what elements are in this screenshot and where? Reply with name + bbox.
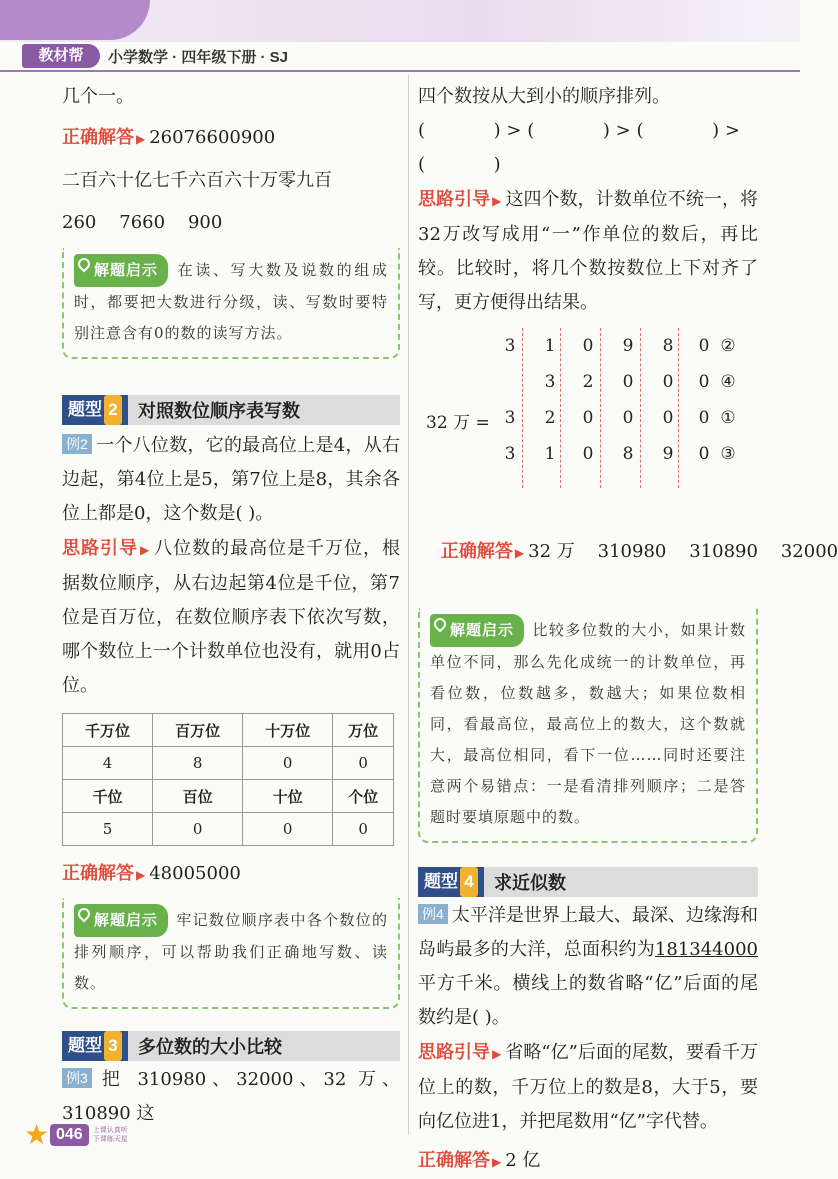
table-header: 个位 [333,780,394,813]
tip-label [430,614,524,647]
type-label-text: 题型 [68,400,102,419]
arrow-icon: ▶ [139,543,151,557]
digit-cell: 8 [622,444,634,464]
type-title: 多位数的大小比较 [138,1037,282,1057]
answer-value: 48005000 [149,863,241,884]
digit-cell: 2 [544,408,556,428]
digit-cell: 0 [582,336,594,356]
type-heading-3 [62,1031,400,1061]
digit-cell: 3 [504,408,516,428]
hint-label: 思路引导 [418,189,491,209]
hint-text: 省略“亿”后面的尾数，要看千万位上的数，千万位上的数是8，大于5，要向亿位进1，并把尾数用“亿”字代替。 [418,1042,758,1132]
table-header: 十位 [243,780,333,813]
answer-3 [418,500,838,604]
type-title: 对照数位顺序表写数 [138,401,300,421]
place-value-table [62,713,394,846]
left-column [62,80,400,1131]
digit-cell: 8 [662,336,674,356]
tip-text [430,614,746,833]
top-corner-decoration [0,0,150,40]
example-2 [62,429,400,531]
table-cell: 4 [63,747,153,780]
digit-cell: 0 [582,408,594,428]
page-number: 046 [50,1124,89,1146]
type-number: 3 [104,1031,122,1061]
order-blank-last: ( ) [418,154,501,175]
tip-label-text: 解题启示 [450,622,515,639]
order-blanks: ( ) > ( ) > ( ) > [418,120,740,141]
column-separator [522,328,523,488]
answer-groups: 260 7660 900 [62,212,223,233]
digit-cell: 0 [582,444,594,464]
rank-marker: ② [720,336,736,356]
arrow-icon: ▶ [514,546,525,560]
type-label [62,395,128,425]
type-label-text: 题型 [424,872,458,891]
answer-reading: 二百六十亿七千六百六十万零九百 [62,170,332,191]
tip-label-text: 解题启示 [94,912,159,929]
digit-cell: 9 [622,336,634,356]
table-cell: 0 [243,747,333,780]
digit-cell: 1 [544,336,556,356]
rank-marker: ④ [720,372,736,392]
tip-text [74,904,388,999]
arrow-icon: ▶ [492,1047,502,1061]
example-tag: 例2 [62,434,92,454]
digit-cell: 0 [698,408,710,428]
answer-label: 正确解答 [62,127,134,147]
digit-cell: 3 [504,444,516,464]
type-heading-4 [418,867,758,897]
hint-2 [62,531,400,703]
location-pin-icon [76,256,93,273]
brand-tag: 教材帮 [22,44,100,68]
digit-cell: 0 [698,336,710,356]
digit-cell: 2 [582,372,594,392]
example-text: 一个八位数，它的最高位上是4，从右边起，第4位上是5，第7位上是8，其余各位上都是0，这个数是( )。 [62,435,400,524]
table-cell: 0 [153,813,243,846]
table-cell: 8 [153,747,243,780]
digit-alignment-grid [418,326,758,496]
answer-value: 26076600900 [149,127,276,148]
example-tag: 例4 [418,904,448,924]
hint-text: 八位数的最高位是千万位，根据数位顺序，从右边起第4位是千位，第7位是百万位，在数位顺序表下依次写数，哪个数位上一个计数单位也没有，就用0占位。 [62,538,401,696]
star-mascot-icon: ★ [24,1118,50,1151]
example-text: 把 310980、32000、32 万、310890 这 [62,1069,400,1124]
tip-label [74,254,168,287]
answer-value: 2 亿 [505,1150,541,1171]
rank-marker: ③ [720,444,736,464]
tip-box-1 [62,248,400,359]
table-cell: 0 [243,813,333,846]
example-text: 太平洋是世界上最大、最深、边缘海和岛屿最多的大洋，总面积约为 [418,905,758,960]
book-title: 小学数学 · 四年级下册 · SJ [108,49,289,66]
digit-cell: 0 [622,408,634,428]
digit-cell: 0 [622,372,634,392]
arrow-icon: ▶ [492,194,502,208]
digit-cell: 9 [662,444,674,464]
answer-label: 正确解答 [62,863,134,883]
table-cell: 0 [333,813,394,846]
table-header: 百位 [153,780,243,813]
tip-label [74,904,168,937]
example-text-cont: 平方千米。横线上的数省略“亿”后面的尾数约是( )。 [418,973,758,1028]
arrow-icon: ▶ [492,1155,502,1169]
digit-cell: 0 [698,444,710,464]
column-separator [640,328,641,488]
tip-box-3 [418,608,758,843]
type-number: 4 [460,867,478,897]
answer-1 [62,120,400,156]
hint-3 [418,182,758,320]
answer-4 [418,1143,758,1179]
hint-label: 思路引导 [62,538,138,558]
digit-cell: 1 [544,444,556,464]
location-pin-icon [76,906,93,923]
tip-body: 在读、写大数及说数的组成时，都要把大数进行分级，读、写数时要特别注意含有0的数的读写方法。 [74,261,388,342]
arrow-icon: ▶ [136,868,146,882]
type-label-text: 题型 [68,1036,102,1055]
page-footer [24,1120,133,1150]
column-separator [560,328,561,488]
tip-text [74,254,388,349]
tip-body: 牢记数位顺序表中各个数位的排列顺序，可以帮助我们正确地写数、读数。 [74,911,388,992]
answer-label: 正确解答 [440,541,513,561]
table-header: 千位 [63,780,153,813]
column-separator [678,328,679,488]
hint-text: 这四个数，计数单位不统一，将32万改写成用“一”作单位的数后，再比较。比较时，将几个数按数位上下对齐了写，更方便得出结果。 [418,189,759,313]
table-cell: 5 [63,813,153,846]
answer-value: 32 万 310980 310890 32000 [528,541,838,562]
table-header: 十万位 [243,714,333,747]
example-tag: 例3 [62,1068,92,1088]
arrow-icon: ▶ [136,132,146,146]
grid-label: 32 万 = [426,413,490,433]
table-header: 万位 [333,714,394,747]
table-cell: 0 [333,747,394,780]
digit-cell: 0 [662,372,674,392]
type-label [418,867,484,897]
type-number: 2 [104,395,122,425]
column-divider [408,75,409,1135]
digit-cell: 0 [698,372,710,392]
continued-text: 四个数按从大到小的顺序排列。 [418,86,670,107]
location-pin-icon [432,616,449,633]
digit-cell: 0 [662,408,674,428]
underlined-number: 181344000 [654,939,758,960]
rank-marker: ① [720,408,736,428]
tip-label-text: 解题启示 [94,262,159,279]
table-header: 千万位 [63,714,153,747]
digit-cell: 3 [504,336,516,356]
table-header: 百万位 [153,714,243,747]
hint-4 [418,1035,758,1139]
type-heading-2 [62,395,400,425]
digit-cell: 3 [544,372,556,392]
column-separator [600,328,601,488]
tip-body: 比较多位数的大小，如果计数单位不同，那么先化成统一的计数单位，再看位数，位数越多，数越大；如果位数相同，看最高位，最高位上的数大，这个数就大，最高位相同，看下一位……同时还要注意两个易错点：一是看清排列顺序；二是答题时要填原题中的数。 [430,621,746,826]
footer-slogan: 上课认真听 下课练天星 [92,1127,128,1143]
type-label [62,1031,128,1061]
hint-label: 思路引导 [418,1042,491,1062]
tip-box-2 [62,898,400,1009]
answer-label: 正确解答 [418,1150,490,1170]
answer-2 [62,856,400,892]
continued-text: 几个一。 [62,86,134,107]
example-4 [418,899,758,1035]
right-column [418,80,838,1179]
type-title: 求近似数 [494,873,566,893]
